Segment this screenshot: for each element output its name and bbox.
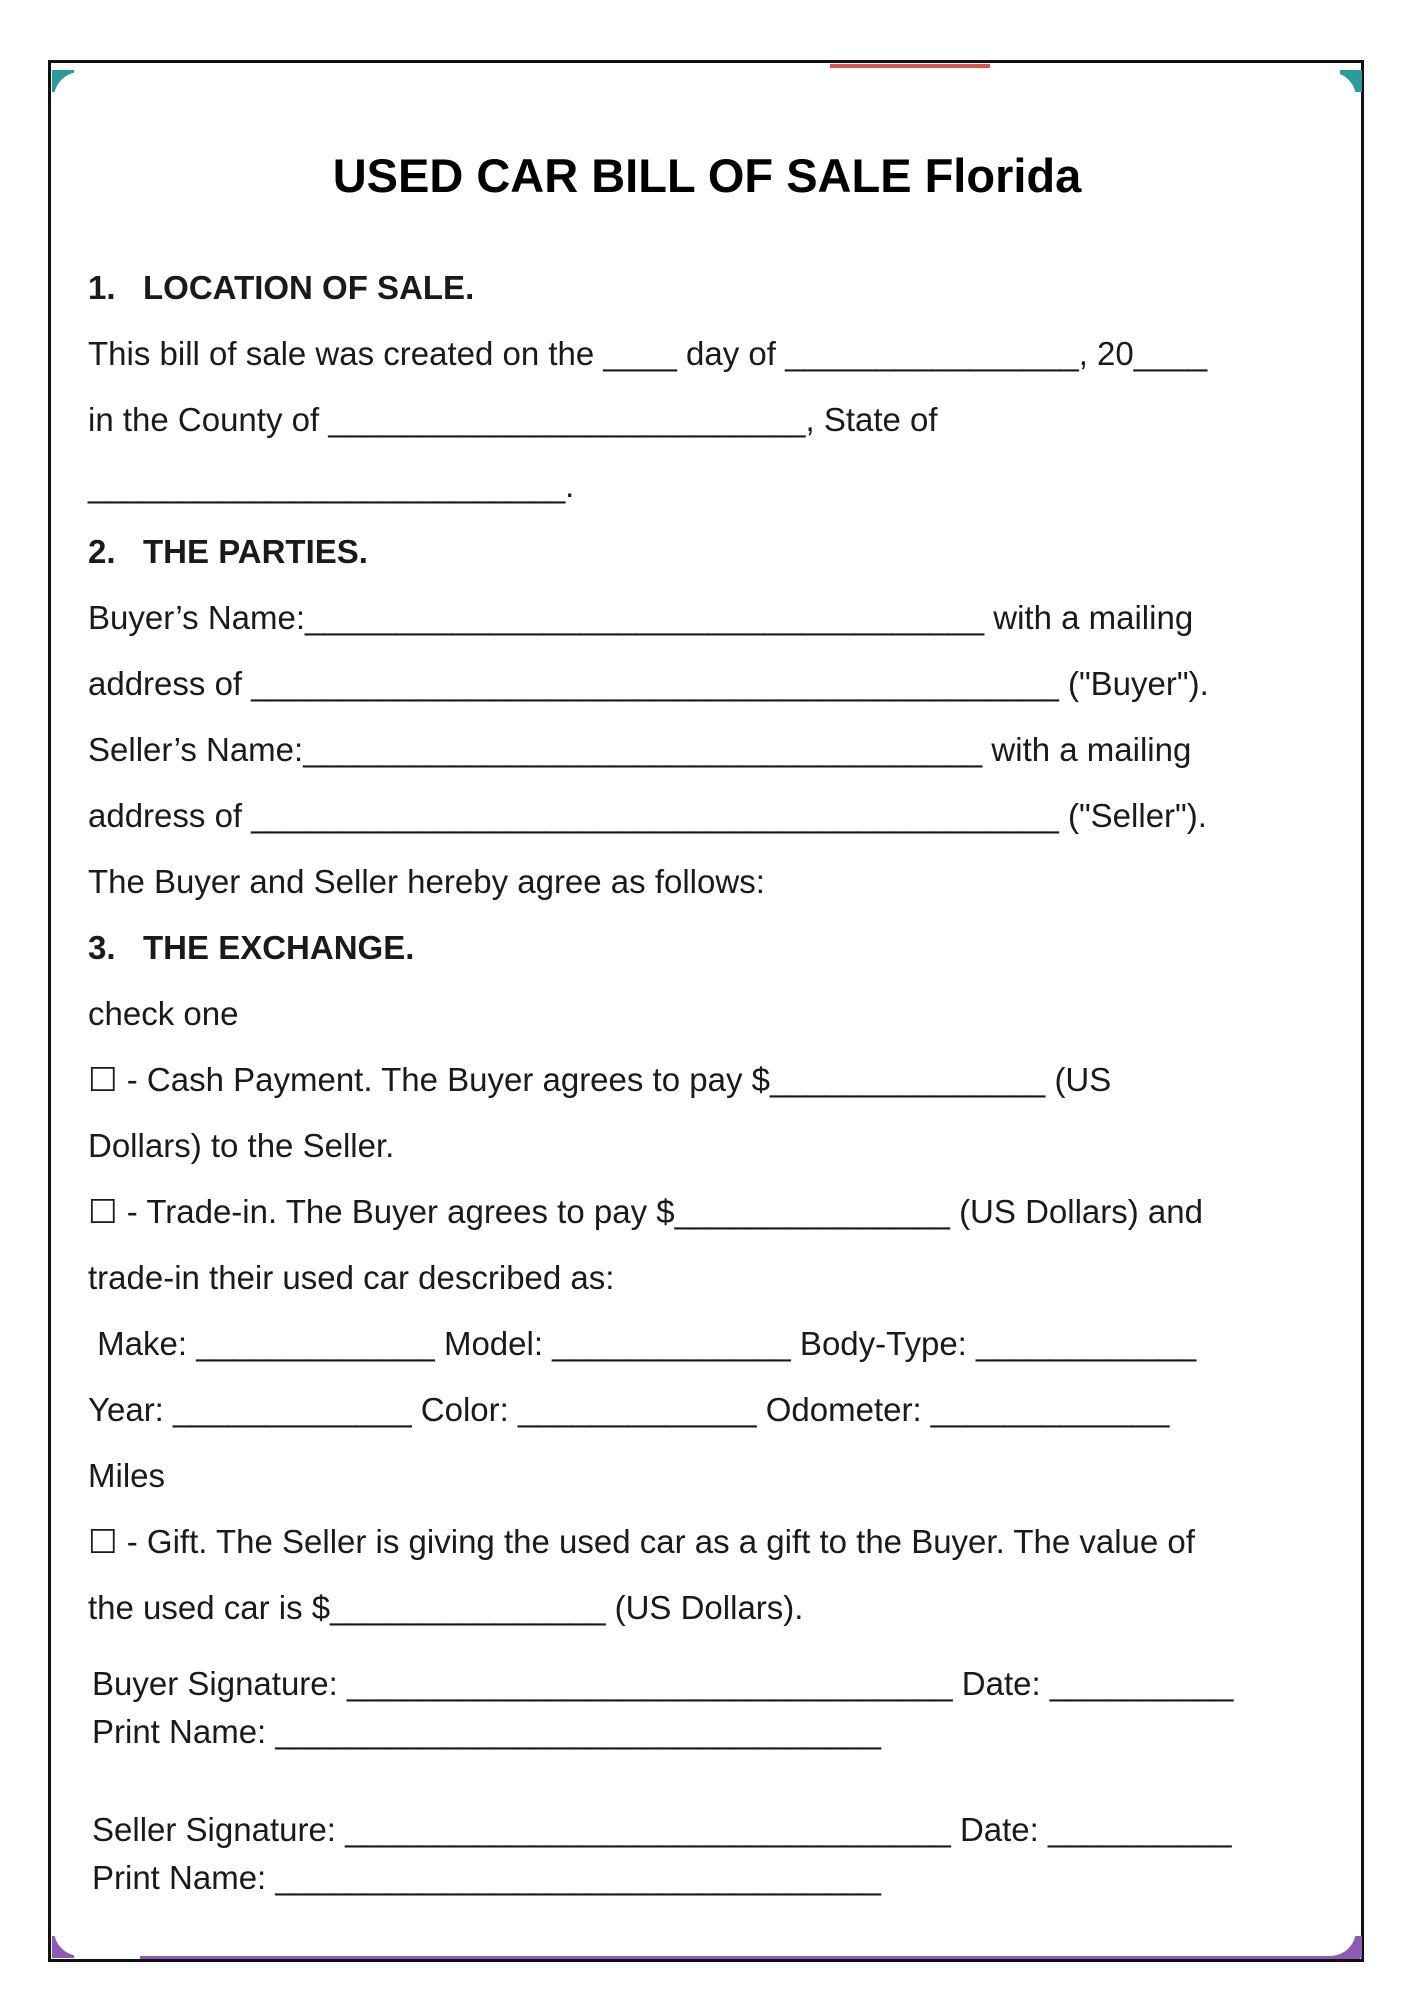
- county-line: in the County of __________________________, State of: [88, 401, 938, 438]
- seller-signature-line: Seller Signature: _________________________________ Date: __________: [92, 1811, 1232, 1848]
- miles-label: Miles: [88, 1457, 166, 1494]
- section-heading-location: 1. LOCATION OF SALE.: [88, 269, 475, 306]
- document-title: USED CAR BILL OF SALE Florida: [332, 149, 1082, 202]
- check-one-label: check one: [88, 995, 239, 1032]
- section-heading-parties: 2. THE PARTIES.: [88, 533, 368, 570]
- buyer-signature-line: Buyer Signature: _________________________________ Date: __________: [92, 1665, 1234, 1702]
- buyer-name-line: Buyer’s Name:_____________________________________ with a mailing: [88, 599, 1194, 636]
- cash-payment-option: ☐ - Cash Payment. The Buyer agrees to pay $_______________ (US: [88, 1061, 1112, 1098]
- seller-print-name-line: Print Name: _________________________________: [92, 1859, 882, 1896]
- cash-payment-line2: Dollars) to the Seller.: [88, 1127, 395, 1164]
- section-heading-exchange: 3. THE EXCHANGE.: [88, 929, 415, 966]
- seller-name-line: Seller’s Name:_____________________________________ with a mailing: [88, 731, 1192, 768]
- buyer-print-name-line: Print Name: _________________________________: [92, 1713, 882, 1750]
- trade-in-option: ☐ - Trade-in. The Buyer agrees to pay $_______________ (US Dollars) and: [88, 1193, 1203, 1230]
- make-model-line: Make: _____________ Model: _____________ Body-Type: ____________: [88, 1325, 1197, 1362]
- sale-date-line: This bill of sale was created on the ____ day of ________________, 20____: [88, 335, 1208, 372]
- buyer-address-line: address of ____________________________________________ ("Buyer").: [88, 665, 1209, 702]
- seller-address-line: address of ____________________________________________ ("Seller").: [88, 797, 1207, 834]
- gift-option: ☐ - Gift. The Seller is giving the used car as a gift to the Buyer. The value of: [88, 1523, 1195, 1560]
- trade-in-line2: trade-in their used car described as:: [88, 1259, 615, 1296]
- decorative-accent: [830, 64, 990, 68]
- state-line: __________________________.: [88, 467, 575, 504]
- year-color-line: Year: _____________ Color: _____________ Odometer: _____________: [88, 1391, 1170, 1428]
- agreement-line: The Buyer and Seller hereby agree as follows:: [88, 863, 765, 900]
- gift-line2: the used car is $_______________ (US Dollars).: [88, 1589, 804, 1626]
